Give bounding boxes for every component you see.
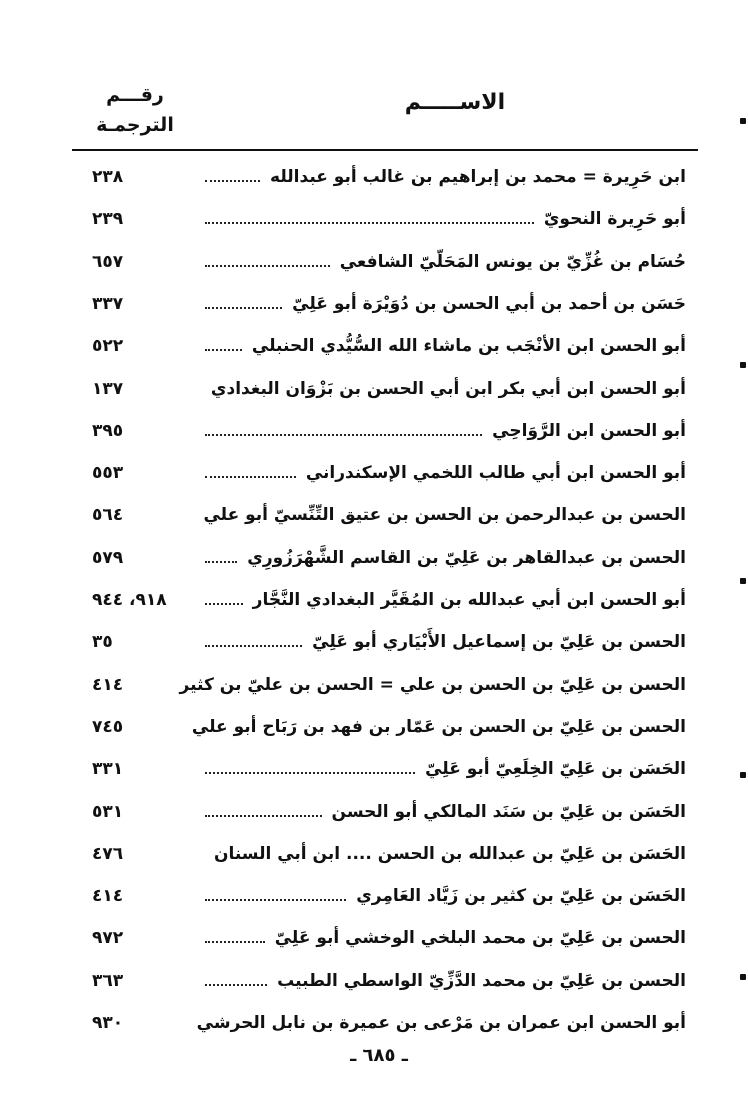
entry-number: ٦٥٧	[92, 251, 124, 272]
leader-dots	[205, 561, 237, 563]
number-header-line2: الترجمـة	[96, 114, 174, 136]
index-entry	[0, 623, 748, 663]
leader-dots	[205, 603, 243, 605]
entry-number: ٥٢٢	[92, 336, 124, 357]
entry-number: ٣٣١	[92, 759, 124, 780]
name-column-header: الاســـــم	[404, 90, 506, 115]
leader-dots	[205, 941, 265, 943]
entry-name: الحسن بن عَلِيّ بن الحسن بن علي = الحسن بن عليّ بن كثير	[179, 674, 686, 695]
margin-mark	[740, 118, 746, 124]
margin-mark	[740, 362, 746, 368]
entry-number: ٩١٨، ٩٤٤	[92, 590, 167, 610]
entry-number: ٣٩٥	[92, 420, 124, 441]
index-entry	[0, 200, 748, 240]
entry-number: ٣٦٣	[92, 970, 124, 991]
entry-name: الحسن بن عَلِيّ بن إسماعيل الأَبْيَاري أبو عَلِيّ	[312, 632, 686, 653]
index-entry	[0, 454, 748, 494]
index-entry	[0, 835, 748, 875]
index-entry	[0, 666, 748, 706]
leader-dots	[205, 772, 415, 774]
index-entry	[0, 539, 748, 579]
entry-number: ٥٣١	[92, 801, 124, 822]
page-number: ـ ٦٨٥ ـ	[350, 1045, 408, 1066]
leader-dots	[205, 476, 296, 478]
margin-mark	[740, 578, 746, 584]
number-header-line1: رقـــم	[106, 84, 164, 106]
header-rule	[72, 149, 698, 151]
leader-dots	[205, 434, 482, 436]
entry-name: حَسَن بن أحمد بن أبي الحسن بن دُوَيْرَة أبو عَلِيّ	[292, 293, 686, 314]
entry-number: ٤١٤	[92, 886, 124, 907]
leader-dots	[205, 265, 330, 267]
index-entry	[0, 370, 748, 410]
margin-mark	[740, 974, 746, 980]
entry-name: الحسن بن عبدالقاهر بن عَلِيّ بن القاسم الشَّهْرَزُورِي	[247, 547, 686, 568]
index-entry	[0, 1004, 748, 1044]
margin-mark	[740, 772, 746, 778]
index-entry	[0, 412, 748, 452]
entry-name: الحَسَن بن عَلِيّ الخِلَعِيّ أبو عَلِيّ	[425, 759, 686, 780]
index-entry	[0, 327, 748, 367]
entry-number: ٤١٤	[92, 674, 124, 695]
entry-name: الحسن بن عبدالرحمن بن الحسن بن عتيق التِّنِّسيّ أبو علي	[203, 505, 686, 526]
leader-dots	[205, 815, 322, 817]
leader-dots	[205, 984, 267, 986]
entry-name: حُسَام بن غُزِّيّ بن يونس المَحَلّيّ الشافعي	[339, 251, 686, 272]
entry-name: الحَسَن بن عَلِيّ بن سَنَد المالكي أبو الحسن	[331, 801, 686, 822]
entry-name: الحسن بن عَلِيّ بن محمد الدَّزِّيّ الواسطي الطبيب	[277, 970, 686, 991]
entry-name: أبو الحسن ابن الرَّوَاحِي	[492, 420, 686, 441]
entry-number: ٥٧٩	[92, 547, 124, 568]
entry-number: ٥٥٣	[92, 463, 124, 484]
entry-number: ٩٧٢	[92, 928, 124, 949]
entry-number: ٤٧٦	[92, 843, 124, 864]
entry-name: أبو الحسن ابن أبي بكر ابن أبي الحسن بن بَزْوَان البغدادي	[210, 378, 686, 399]
entry-number: ٩٣٠	[92, 1013, 124, 1033]
index-entry	[0, 708, 748, 748]
index-entry	[0, 243, 748, 283]
index-entry	[0, 877, 748, 917]
entry-name: أبو الحسن ابن أبي طالب اللخمي الإسكندراني	[305, 463, 686, 484]
entry-name: الحسن بن عَلِيّ بن الحسن بن عَمّار بن فهد بن رَبَاح أبو علي	[191, 716, 686, 737]
entry-number: ٢٣٨	[92, 167, 124, 187]
entry-name: أبو حَرِيرة النحويّ	[543, 209, 686, 230]
index-entry	[0, 285, 748, 325]
entry-number: ١٣٧	[92, 378, 124, 399]
entry-number: ٢٣٩	[92, 209, 124, 230]
entry-name: أبو الحسن ابن الأنْجَب بن ماشاء الله السُّيُّدي الحنبلي	[251, 336, 686, 357]
entry-name: الحَسَن بن عَلِيّ بن كثير بن زَيَّاد العَامِري	[356, 886, 686, 907]
entry-name: أبو الحسن ابن عمران بن مَرْعى بن عميرة بن نابل الحرشي	[196, 1013, 686, 1033]
index-entry	[0, 158, 748, 198]
index-entry	[0, 793, 748, 833]
index-entry	[0, 962, 748, 1002]
index-entry	[0, 496, 748, 536]
entry-number: ٣٣٧	[92, 293, 124, 314]
leader-dots	[205, 222, 534, 224]
entry-name: أبو الحسن ابن أبي عبدالله بن المُقَيَّر البغدادي النَّجَّار	[252, 590, 686, 610]
entry-name: الحَسَن بن عَلِيّ بن عبدالله بن الحسن .... ابن أبي السنان	[213, 843, 686, 864]
index-entry	[0, 919, 748, 959]
leader-dots	[205, 180, 260, 182]
entry-number: ٧٤٥	[92, 716, 124, 737]
entry-name: ابن حَرِيرة = محمد بن إبراهيم بن غالب أبو عبدالله	[270, 167, 686, 187]
number-column-header	[90, 80, 180, 140]
leader-dots	[205, 645, 302, 647]
leader-dots	[205, 899, 346, 901]
entry-number: ٥٦٤	[92, 505, 124, 526]
leader-dots	[205, 349, 242, 351]
leader-dots	[205, 307, 282, 309]
entry-number: ٣٥	[92, 632, 113, 653]
index-entry	[0, 581, 748, 621]
entry-name: الحسن بن عَلِيّ بن محمد البلخي الوخشي أبو عَلِيّ	[274, 928, 686, 949]
index-entry	[0, 750, 748, 790]
